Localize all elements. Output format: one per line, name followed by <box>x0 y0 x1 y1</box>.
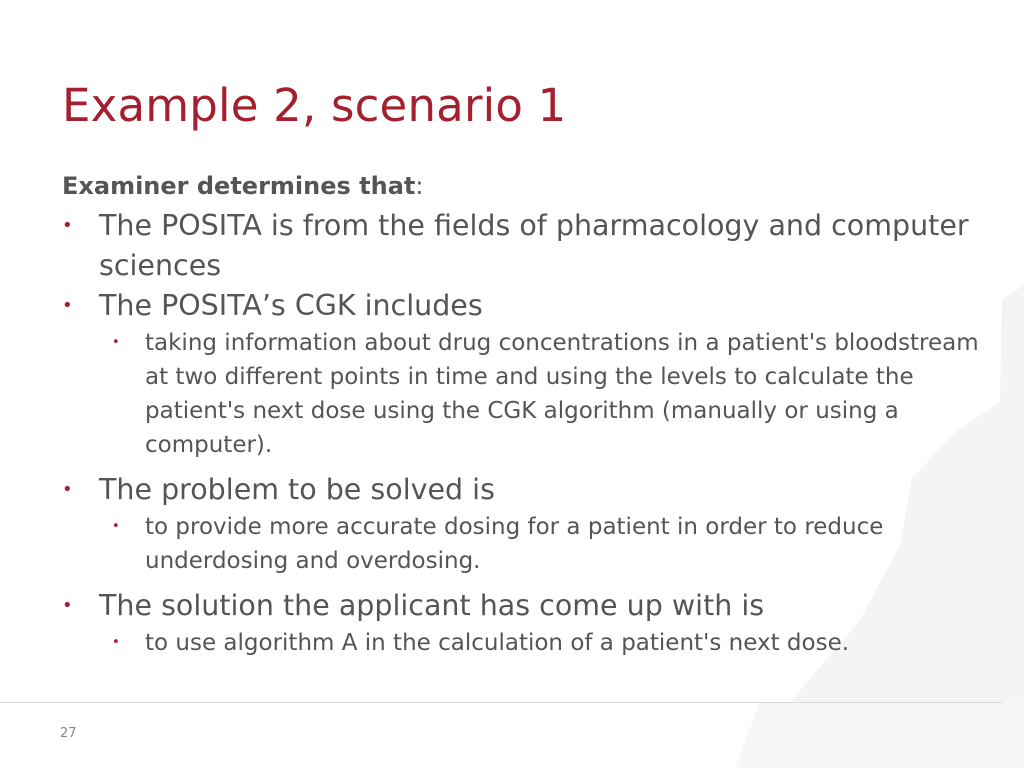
bullet-item <box>62 470 982 510</box>
sub-bullet-item <box>62 626 982 660</box>
sub-bullet-text: taking information about drug concentrations in a patient's bloodstream at two different points in time and using the levels to calculate the patient's next dose using the CGK algorithm (manually or using a computer). <box>145 330 979 458</box>
bullet-icon: • <box>62 295 73 316</box>
bullet-icon: • <box>62 479 73 500</box>
intro-bold-text: Examiner determines that <box>62 172 416 200</box>
bullet-item <box>62 286 982 326</box>
bullet-text: The problem to be solved is <box>99 473 495 506</box>
slide-title: Example 2, scenario 1 <box>62 79 567 132</box>
page-number: 27 <box>60 726 77 741</box>
intro-colon: : <box>415 172 424 200</box>
bullet-text: The POSITA is from the fields of pharmacology and computer sciences <box>99 209 969 282</box>
bullet-icon: • <box>62 215 73 236</box>
bullet-item <box>62 586 982 626</box>
sub-bullet-icon: • <box>112 335 120 350</box>
intro-line <box>62 166 982 206</box>
bullet-text: The POSITA’s CGK includes <box>99 289 483 322</box>
sub-bullet-text: to provide more accurate dosing for a patient in order to reduce underdosing and overdosing. <box>145 514 884 574</box>
bullet-icon: • <box>62 595 73 616</box>
sub-bullet-text: to use algorithm A in the calculation of a patient's next dose. <box>145 630 850 656</box>
bullet-item <box>62 206 982 286</box>
sub-bullet-icon: • <box>112 635 120 650</box>
sub-bullet-icon: • <box>112 519 120 534</box>
footer-divider <box>0 702 1002 703</box>
bullet-text: The solution the applicant has come up with is <box>99 589 765 622</box>
sub-bullet-item <box>62 326 982 462</box>
slide-body <box>62 166 982 660</box>
sub-bullet-item <box>62 510 982 578</box>
